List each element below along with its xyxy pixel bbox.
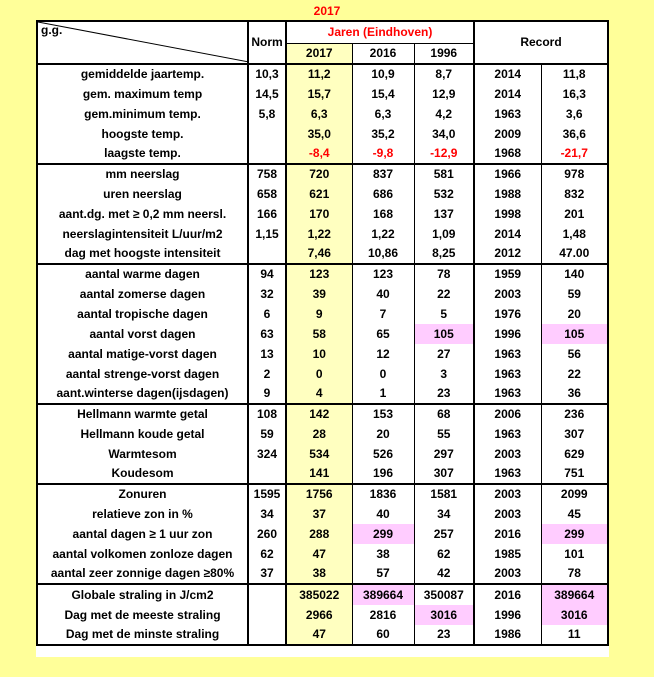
table-row (37, 64, 608, 84)
record-value: 629 (541, 444, 608, 464)
value-2017: 15,7 (286, 84, 352, 104)
value-2017: 0 (286, 364, 352, 384)
value-2016: 0 (352, 364, 414, 384)
row-label: Zonuren (37, 484, 248, 504)
value-2016: 526 (352, 444, 414, 464)
record-value: 105 (541, 324, 608, 344)
norm-value: 9 (248, 384, 286, 404)
value-1996: -12,9 (414, 144, 474, 164)
value-1996: 257 (433, 526, 454, 541)
table-row (37, 625, 608, 645)
record-year: 2003 (474, 284, 541, 304)
value-2016: 123 (352, 264, 414, 284)
record-year: 1963 (474, 424, 541, 444)
record-value: 78 (541, 564, 608, 584)
norm-value: 324 (248, 444, 286, 464)
record-year: 2003 (474, 564, 541, 584)
value-2017: -8,4 (286, 144, 352, 164)
value-1996: 8,25 (414, 244, 474, 264)
value-2016: 153 (352, 404, 414, 424)
header-corner-label: g.g. (41, 23, 63, 37)
table-row (37, 404, 608, 424)
value-2017: 37 (286, 504, 352, 524)
value-2017: 47 (286, 625, 352, 645)
table-row (37, 384, 608, 404)
row-label: aantal volkomen zonloze dagen (37, 544, 248, 564)
record-year: 2003 (474, 484, 541, 504)
value-2017: 720 (286, 164, 352, 184)
record-value: 236 (541, 404, 608, 424)
value-2016: 10,9 (352, 64, 414, 84)
record-year: 1988 (474, 184, 541, 204)
record-year: 1976 (474, 304, 541, 324)
table-row (37, 324, 608, 344)
row-label: Hellmann warmte getal (37, 404, 248, 424)
value-2016: 389664 (352, 584, 414, 605)
value-1996: 581 (414, 164, 474, 184)
table-row (37, 424, 608, 444)
table-row (37, 104, 608, 124)
value-2016: 10,86 (352, 244, 414, 264)
table-row (37, 144, 608, 164)
norm-value: 6 (248, 304, 286, 324)
norm-value: 10,3 (248, 64, 286, 84)
row-label: dag met hoogste intensiteit (37, 244, 248, 264)
record-year: 2014 (474, 64, 541, 84)
value-2016: 686 (352, 184, 414, 204)
value-2016: 40 (352, 284, 414, 304)
norm-value: 108 (248, 404, 286, 424)
norm-value: 14,5 (248, 84, 286, 104)
value-2016: 60 (352, 625, 414, 645)
record-year: 1996 (474, 324, 541, 344)
record-year: 2009 (474, 124, 541, 144)
record-year: 2014 (474, 84, 541, 104)
record-value: 299 (541, 524, 608, 544)
value-2017: 47 (286, 544, 352, 564)
value-2017: 9 (286, 304, 352, 324)
row-label: aantal strenge-vorst dagen (37, 364, 248, 384)
row-label: Warmtesom (37, 444, 248, 464)
record-year: 1963 (474, 344, 541, 364)
norm-value: 1,15 (248, 224, 286, 244)
norm-value: 658 (248, 184, 286, 204)
value-2016: 15,4 (352, 84, 414, 104)
value-1996: 22 (437, 286, 451, 301)
record-value: -21,7 (541, 144, 608, 164)
value-1996: 34,0 (432, 126, 456, 141)
record-year: 2003 (474, 444, 541, 464)
norm-value: 62 (248, 544, 286, 564)
value-1996: 23 (414, 384, 474, 404)
record-year: 1963 (474, 384, 541, 404)
value-2016: 196 (352, 464, 414, 484)
header-record: Record (474, 21, 608, 64)
record-value: 16,3 (541, 84, 608, 104)
row-label: gem.minimum temp. (37, 104, 248, 124)
record-value: 978 (541, 164, 608, 184)
value-2016: 12 (352, 344, 414, 364)
record-value: 389664 (541, 584, 608, 605)
value-1996: 8,7 (414, 64, 474, 84)
value-2016: 837 (352, 164, 414, 184)
value-1996: 12,9 (432, 86, 456, 101)
row-label: aant.dg. met ≥ 0,2 mm neersl. (37, 204, 248, 224)
value-1996: 350087 (414, 584, 474, 605)
value-1996: 532 (433, 186, 454, 201)
value-1996: 34 (437, 506, 451, 521)
diagonal-divider (38, 22, 248, 62)
header-year-1996: 1996 (414, 44, 474, 65)
record-year: 1986 (474, 625, 541, 645)
value-2017: 141 (286, 464, 352, 484)
value-1996: 27 (437, 346, 451, 361)
header-year-2016: 2016 (352, 44, 414, 65)
row-label: Dag met de meeste straling (37, 605, 248, 625)
value-2016: 38 (352, 544, 414, 564)
value-2016: 2816 (352, 605, 414, 625)
table-row (37, 584, 608, 605)
table-row (37, 464, 608, 484)
value-1996: 3 (440, 366, 448, 381)
record-value: 59 (541, 284, 608, 304)
value-2016: 1,22 (352, 224, 414, 244)
record-value: 22 (541, 364, 608, 384)
value-2016: 1 (352, 384, 414, 404)
record-value: 45 (541, 504, 608, 524)
value-2017: 142 (286, 404, 352, 424)
row-label: Dag met de minste straling (37, 625, 248, 645)
table-row (37, 224, 608, 244)
value-2017: 534 (286, 444, 352, 464)
value-2017: 385022 (286, 584, 352, 605)
norm-value: 1595 (248, 484, 286, 504)
record-value: 36,6 (541, 124, 608, 144)
value-1996: 62 (437, 546, 451, 561)
value-1996: 42 (414, 564, 474, 584)
table-row (37, 524, 608, 544)
record-year: 2016 (474, 524, 541, 544)
value-1996: 3016 (414, 605, 474, 625)
value-2016: 35,2 (352, 124, 414, 144)
norm-value: 59 (248, 424, 286, 444)
record-year: 1966 (474, 164, 541, 184)
value-1996: 55 (437, 426, 451, 441)
norm-value (248, 625, 286, 645)
record-value: 56 (541, 344, 608, 364)
record-value: 140 (541, 264, 608, 284)
norm-value: 13 (248, 344, 286, 364)
record-year: 2014 (474, 224, 541, 244)
value-2016: 299 (352, 524, 414, 544)
table-row (37, 124, 608, 144)
record-value: 1,48 (541, 224, 608, 244)
value-2016: 20 (352, 424, 414, 444)
table-row (37, 164, 608, 184)
record-year: 1998 (474, 204, 541, 224)
table-row (37, 564, 608, 584)
climate-stats-table (36, 20, 609, 646)
row-label: gemiddelde jaartemp. (37, 64, 248, 84)
norm-value: 94 (248, 264, 286, 284)
row-label: uren neerslag (37, 184, 248, 204)
value-1996: 23 (414, 625, 474, 645)
header-jaren: Jaren (Eindhoven) (286, 21, 474, 44)
value-2017: 6,3 (286, 104, 352, 124)
header-year-2017: 2017 (286, 44, 352, 65)
value-2016: 7 (352, 304, 414, 324)
value-2017: 10 (286, 344, 352, 364)
record-value: 3016 (541, 605, 608, 625)
table-row (37, 264, 608, 284)
value-2017: 35,0 (286, 124, 352, 144)
header-corner (37, 21, 248, 64)
row-label: Hellmann koude getal (37, 424, 248, 444)
row-label: hoogste temp. (37, 124, 248, 144)
value-1996: 5 (440, 306, 448, 321)
record-year: 1959 (474, 264, 541, 284)
norm-value (248, 584, 286, 605)
value-1996: 4,2 (435, 106, 453, 121)
value-2017: 1756 (286, 484, 352, 504)
record-year: 2003 (474, 504, 541, 524)
norm-value (248, 124, 286, 144)
value-2017: 39 (286, 284, 352, 304)
norm-value: 758 (248, 164, 286, 184)
value-1996: 297 (433, 446, 454, 461)
norm-value (248, 244, 286, 264)
row-label: aantal dagen ≥ 1 uur zon (37, 524, 248, 544)
norm-value: 34 (248, 504, 286, 524)
table-row (37, 484, 608, 504)
record-value: 751 (541, 464, 608, 484)
value-1996: 307 (414, 464, 474, 484)
row-label: aantal warme dagen (37, 264, 248, 284)
table-row (37, 184, 608, 204)
table-row (37, 344, 608, 364)
value-2017: 7,46 (286, 244, 352, 264)
table-row (37, 84, 608, 104)
record-year: 1968 (474, 144, 541, 164)
value-1996: 1,09 (432, 226, 456, 241)
value-2017: 1,22 (286, 224, 352, 244)
record-value: 11,8 (541, 64, 608, 84)
norm-value (248, 144, 286, 164)
norm-value: 2 (248, 364, 286, 384)
header-norm: Norm (248, 21, 286, 64)
value-2017: 11,2 (286, 64, 352, 84)
table-row (37, 504, 608, 524)
row-label: gem. maximum temp (37, 84, 248, 104)
record-value: 307 (541, 424, 608, 444)
value-2017: 58 (286, 324, 352, 344)
record-value: 201 (541, 204, 608, 224)
record-value: 3,6 (541, 104, 608, 124)
value-2017: 170 (286, 204, 352, 224)
row-label: neerslagintensiteit L/uur/m2 (37, 224, 248, 244)
table-row (37, 364, 608, 384)
record-value: 36 (541, 384, 608, 404)
record-year: 1985 (474, 544, 541, 564)
row-label: aantal matige-vorst dagen (37, 344, 248, 364)
value-2017: 123 (286, 264, 352, 284)
norm-value: 5,8 (248, 104, 286, 124)
norm-value: 63 (248, 324, 286, 344)
norm-value: 166 (248, 204, 286, 224)
value-1996: 105 (414, 324, 474, 344)
table-row (37, 304, 608, 324)
value-2017: 28 (286, 424, 352, 444)
value-2016: 57 (352, 564, 414, 584)
norm-value: 32 (248, 284, 286, 304)
row-label: aant.winterse dagen(ijsdagen) (37, 384, 248, 404)
row-label: Globale straling in J/cm2 (37, 584, 248, 605)
value-2017: 4 (286, 384, 352, 404)
table-row (37, 284, 608, 304)
row-label: relatieve zon in % (37, 504, 248, 524)
row-label: mm neerslag (37, 164, 248, 184)
value-1996: 1581 (414, 484, 474, 504)
value-1996: 78 (414, 264, 474, 284)
report-year-title: 2017 (313, 4, 341, 18)
value-2016: 40 (352, 504, 414, 524)
record-year: 2012 (474, 244, 541, 264)
table-row (37, 544, 608, 564)
record-value: 47.00 (541, 244, 608, 264)
value-2017: 2966 (286, 605, 352, 625)
row-label: aantal vorst dagen (37, 324, 248, 344)
record-value: 101 (541, 544, 608, 564)
record-year: 1996 (474, 605, 541, 625)
record-value: 11 (541, 625, 608, 645)
row-label: aantal zomerse dagen (37, 284, 248, 304)
record-year: 1963 (474, 464, 541, 484)
record-year: 2006 (474, 404, 541, 424)
value-1996: 137 (433, 206, 454, 221)
norm-value (248, 464, 286, 484)
row-label: laagste temp. (37, 144, 248, 164)
value-2016: 168 (352, 204, 414, 224)
value-2016: 65 (352, 324, 414, 344)
value-2017: 38 (286, 564, 352, 584)
row-label: aantal tropische dagen (37, 304, 248, 324)
value-2016: 1836 (352, 484, 414, 504)
table-row (37, 244, 608, 264)
table-row (37, 204, 608, 224)
norm-value: 37 (248, 564, 286, 584)
record-year: 2016 (474, 584, 541, 605)
record-value: 20 (541, 304, 608, 324)
value-2016: -9,8 (352, 144, 414, 164)
norm-value: 260 (248, 524, 286, 544)
value-2016: 6,3 (352, 104, 414, 124)
table-row (37, 605, 608, 625)
row-label: Koudesom (37, 464, 248, 484)
record-year: 1963 (474, 104, 541, 124)
row-label: aantal zeer zonnige dagen ≥80% (37, 564, 248, 584)
record-value: 832 (541, 184, 608, 204)
record-value: 2099 (541, 484, 608, 504)
norm-value (248, 605, 286, 625)
value-2017: 621 (286, 184, 352, 204)
table-row (37, 444, 608, 464)
value-1996: 68 (414, 404, 474, 424)
value-2017: 288 (286, 524, 352, 544)
record-year: 1963 (474, 364, 541, 384)
